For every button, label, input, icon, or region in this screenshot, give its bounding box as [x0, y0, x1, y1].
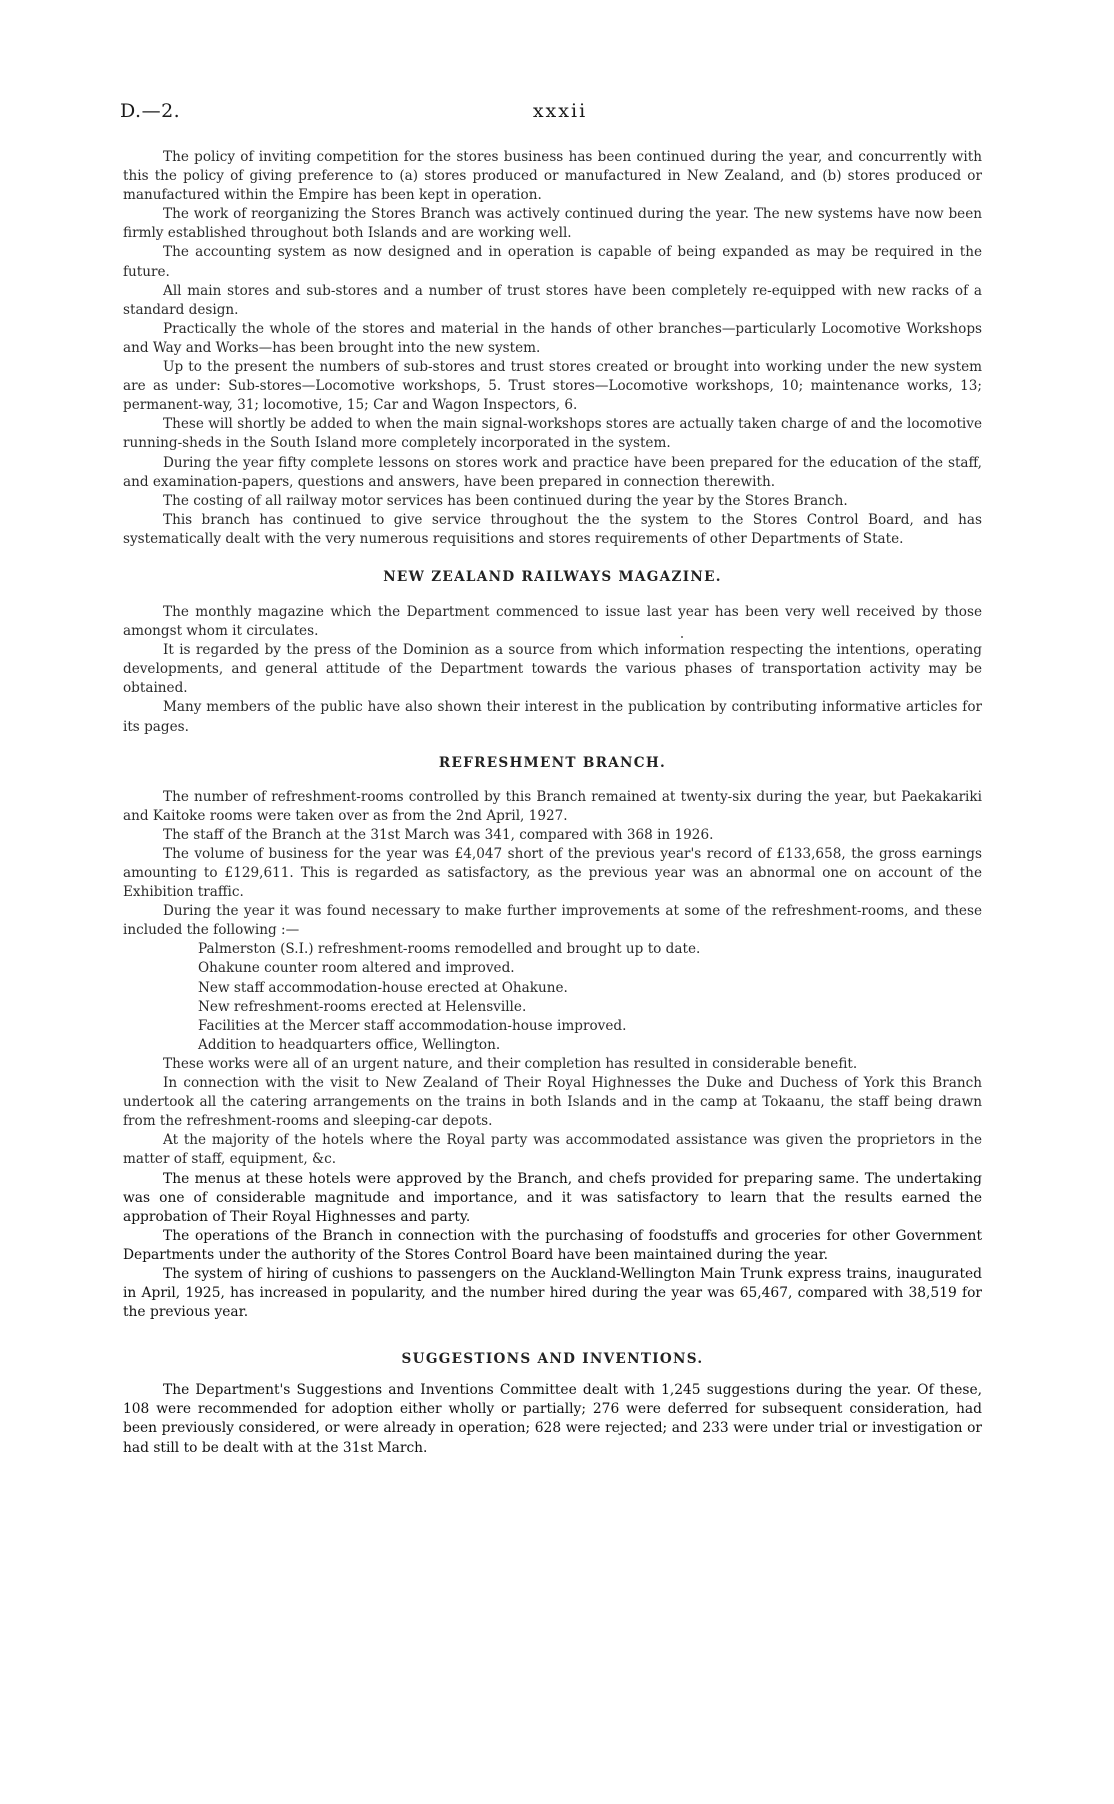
page-body	[123, 148, 982, 1458]
suggestions-heading: SUGGESTIONS AND INVENTIONS.	[401, 1351, 704, 1368]
stores-paragraph: The policy of inviting competition for the stores business has been continued during the year, and concurrently with this the policy of giving preference to (a) stores produced or manufactured in New Zealand, and (b) stores produced or manufactured within the Empire has been kept in operation.	[123, 149, 982, 204]
stores-paragraph: These will shortly be added to when the main signal-workshops stores are actually taken charge of and the locomotive running-sheds in the South Island more completely incorporated in the system.	[123, 416, 982, 452]
magazine-section	[123, 568, 982, 737]
refreshment-paragraph: The menus at these hotels were approved by the Branch, and chefs provided for preparing same. The undertaking was one of considerable magnitude and importance, and it was satisfactory to learn that the results earned the approbation of Their Royal Highnesses and party.	[123, 1170, 982, 1225]
list-item: Palmerston (S.I.) refreshment-rooms remodelled and brought up to date.	[198, 941, 701, 958]
improvements-list	[123, 940, 982, 1055]
document-reference: D.—2.	[120, 100, 181, 122]
refreshment-paragraph: These works were all of an urgent nature, and their completion has resulted in considerable benefit.	[163, 1055, 858, 1072]
refreshment-paragraph: The number of refreshment-rooms controlled by this Branch remained at twenty-six during the year, but Paekakariki and Kaitoke rooms were taken over as from the 2nd April, 1927.	[123, 788, 982, 824]
stores-paragraph: During the year fifty complete lessons on stores work and practice have been prepared for the education of the staff, and examination-papers, questions and answers, have been prepared in connection therewith.	[123, 454, 982, 490]
stores-paragraph: The costing of all railway motor services has been continued during the year by the Stores Branch.	[163, 492, 848, 509]
stores-paragraph: Up to the present the numbers of sub-stores and trust stores created or brought into working under the new system are as under: Sub-stores—Locomotive workshops, 5. Trust stores—Locomotive workshops, 10; maintenance works, 13; permanent-way, 31; locomotive, 15; Car and Wagon Inspectors, 6.	[123, 359, 982, 414]
magazine-paragraph: The monthly magazine which the Department commenced to issue last year has been very well received by those amongst whom it circulates.	[123, 603, 982, 640]
list-item: Addition to headquarters office, Wellington.	[198, 1036, 501, 1053]
magazine-paragraph: It is regarded by the press of the Dominion as a source from which information respecting the intentions, operating developments, and general attitude of the Department towards the various phases of transportation activity may be obtained.	[123, 642, 982, 697]
stores-paragraph: The work of reorganizing the Stores Branch was actively continued during the year. The new systems have now been firmly established throughout both Islands and are working well.	[123, 206, 982, 242]
list-item: Ohakune counter room altered and improved.	[198, 960, 515, 977]
suggestions-paragraph: The Department's Suggestions and Inventions Committee dealt with 1,245 suggestions during the year. Of these, 108 were recommended for adoption either wholly or partially; 276 were deferred for subsequent consideration, had been previously considered, or were already in operation; 628 were rejected; and 233 were under trial or investigation or had still to be dealt with at the 31st March.	[123, 1382, 982, 1456]
refreshment-paragraph: The volume of business for the year was £4,047 short of the previous year's record of £133,658, the gross earnings amounting to £129,611. This is regarded as satisfactory, as the previous year was an abnormal one on account of the Exhibition traffic.	[123, 845, 982, 901]
refreshment-paragraph: During the year it was found necessary to make further improvements at some of the refreshment-rooms, and these included the following :—	[123, 903, 982, 939]
page-number: xxxii	[532, 100, 588, 122]
list-item: New refreshment-rooms erected at Helensville.	[198, 998, 527, 1015]
refreshment-heading: REFRESHMENT BRANCH.	[438, 754, 667, 771]
list-item: Facilities at the Mercer staff accommodation-house improved.	[198, 1017, 627, 1034]
suggestions-section	[123, 1350, 982, 1457]
refreshment-section	[123, 754, 982, 1323]
stores-paragraph: The accounting system as now designed and in operation is capable of being expanded as may be required in the future.	[123, 244, 982, 280]
refreshment-paragraph: The staff of the Branch at the 31st March was 341, compared with 368 in 1926.	[163, 826, 714, 843]
list-item: New staff accommodation-house erected at Ohakune.	[198, 979, 568, 996]
stores-paragraph: This branch has continued to give service throughout the the system to the Stores Control Board, and has systematically dealt with the very numerous requisitions and stores requirements of other Departments of State.	[123, 511, 982, 547]
refreshment-paragraph: The system of hiring of cushions to passengers on the Auckland-Wellington Main Trunk express trains, inaugurated in April, 1925, has increased in popularity, and the number hired during the year was 65,467, compared with 38,519 for the previous year.	[123, 1265, 982, 1321]
stores-paragraph: All main stores and sub-stores and a number of trust stores have been completely re-equipped with new racks of a standard design.	[123, 282, 982, 318]
page-header	[120, 100, 1000, 130]
stores-section	[123, 148, 982, 549]
refreshment-paragraph: At the majority of the hotels where the Royal party was accommodated assistance was given the proprietors in the matter of staff, equipment, &c.	[123, 1132, 982, 1168]
refreshment-paragraph: The operations of the Branch in connection with the purchasing of foodstuffs and groceries for other Government Departments under the authority of the Stores Control Board have been maintained during the year.	[123, 1227, 982, 1263]
ink-speck	[681, 636, 683, 638]
refreshment-paragraph: In connection with the visit to New Zealand of Their Royal Highnesses the Duke and Duchess of York this Branch undertook all the catering arrangements on the trains in both Islands and in the camp at Tokaanu, the staff being drawn from the refreshment-rooms and sleeping-car depots.	[123, 1075, 982, 1130]
stores-paragraph: Practically the whole of the stores and material in the hands of other branches—particularly Locomotive Workshops and Way and Works—has been brought into the new system.	[123, 320, 982, 356]
magazine-paragraph: Many members of the public have also shown their interest in the publication by contributing informative articles for its pages.	[123, 699, 982, 735]
magazine-heading: NEW ZEALAND RAILWAYS MAGAZINE.	[383, 568, 722, 585]
